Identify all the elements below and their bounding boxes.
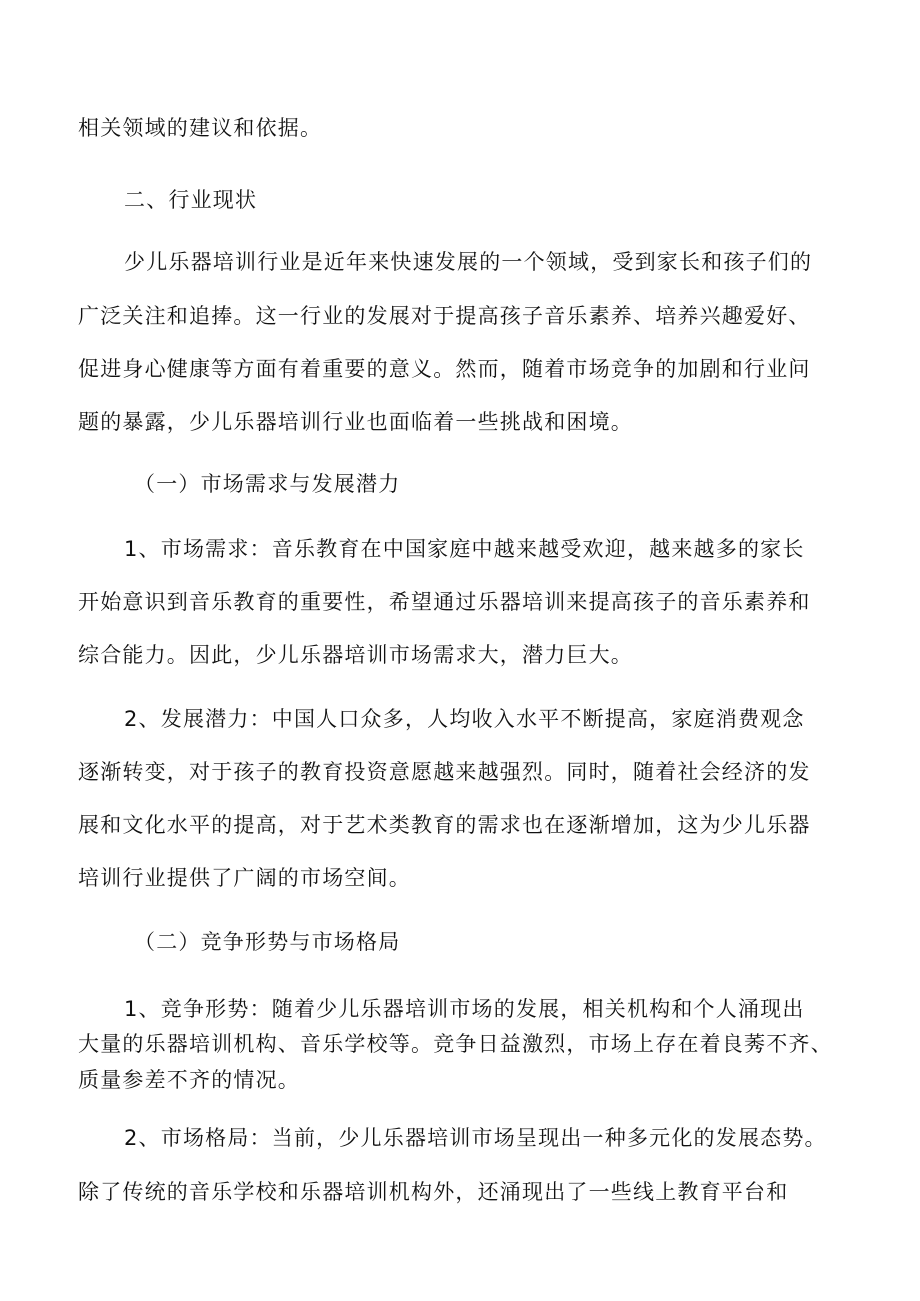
- paragraph-line: 少儿乐器培训行业是近年来快速发展的一个领域，受到家长和孩子们的: [124, 250, 813, 274]
- paragraph-line: 2、发展潜力：中国人口众多，人均收入水平不断提高，家庭消费观念: [124, 707, 805, 731]
- paragraph-line: 除了传统的音乐学校和乐器培训机构外，还涌现出了一些线上教育平台和: [78, 1180, 789, 1204]
- paragraph-line: 展和文化水平的提高，对于艺术类教育的需求也在逐渐增加，这为少儿乐器: [78, 813, 811, 837]
- paragraph-line: 大量的乐器培训机构、音乐学校等。竞争日益激烈，市场上存在着良莠不齐、: [78, 1032, 833, 1056]
- paragraph-line: 广泛关注和追捧。这一行业的发展对于提高孩子音乐素养、培养兴趣爱好、: [78, 304, 811, 328]
- paragraph-line: 促进身心健康等方面有着重要的意义。然而，随着市场竞争的加剧和行业问: [78, 357, 811, 381]
- section-heading-industry-status: 二、行业现状: [124, 188, 258, 212]
- paragraph-line: 培训行业提供了广阔的市场空间。: [78, 866, 411, 890]
- paragraph-line: 相关领域的建议和依据。: [78, 116, 323, 140]
- paragraph-line: 综合能力。因此，少儿乐器培训市场需求大，潜力巨大。: [78, 643, 633, 667]
- subsection-heading-competition: （二）竞争形势与市场格局: [134, 930, 401, 954]
- paragraph-line: 质量参差不齐的情况。: [78, 1068, 300, 1092]
- paragraph-line: 1、竞争形势：随着少儿乐器培训市场的发展，相关机构和个人涌现出: [124, 997, 805, 1021]
- paragraph-line: 1、市场需求：音乐教育在中国家庭中越来越受欢迎，越来越多的家长: [124, 537, 805, 561]
- paragraph-line: 2、市场格局：当前，少儿乐器培训市场呈现出一种多元化的发展态势。: [124, 1126, 827, 1150]
- subsection-heading-market-demand: （一）市场需求与发展潜力: [134, 472, 401, 496]
- paragraph-line: 题的暴露，少儿乐器培训行业也面临着一些挑战和困境。: [78, 410, 633, 434]
- paragraph-line: 开始意识到音乐教育的重要性，希望通过乐器培训来提高孩子的音乐素养和: [78, 590, 811, 614]
- paragraph-line: 逐渐转变，对于孩子的教育投资意愿越来越强烈。同时，随着社会经济的发: [78, 760, 811, 784]
